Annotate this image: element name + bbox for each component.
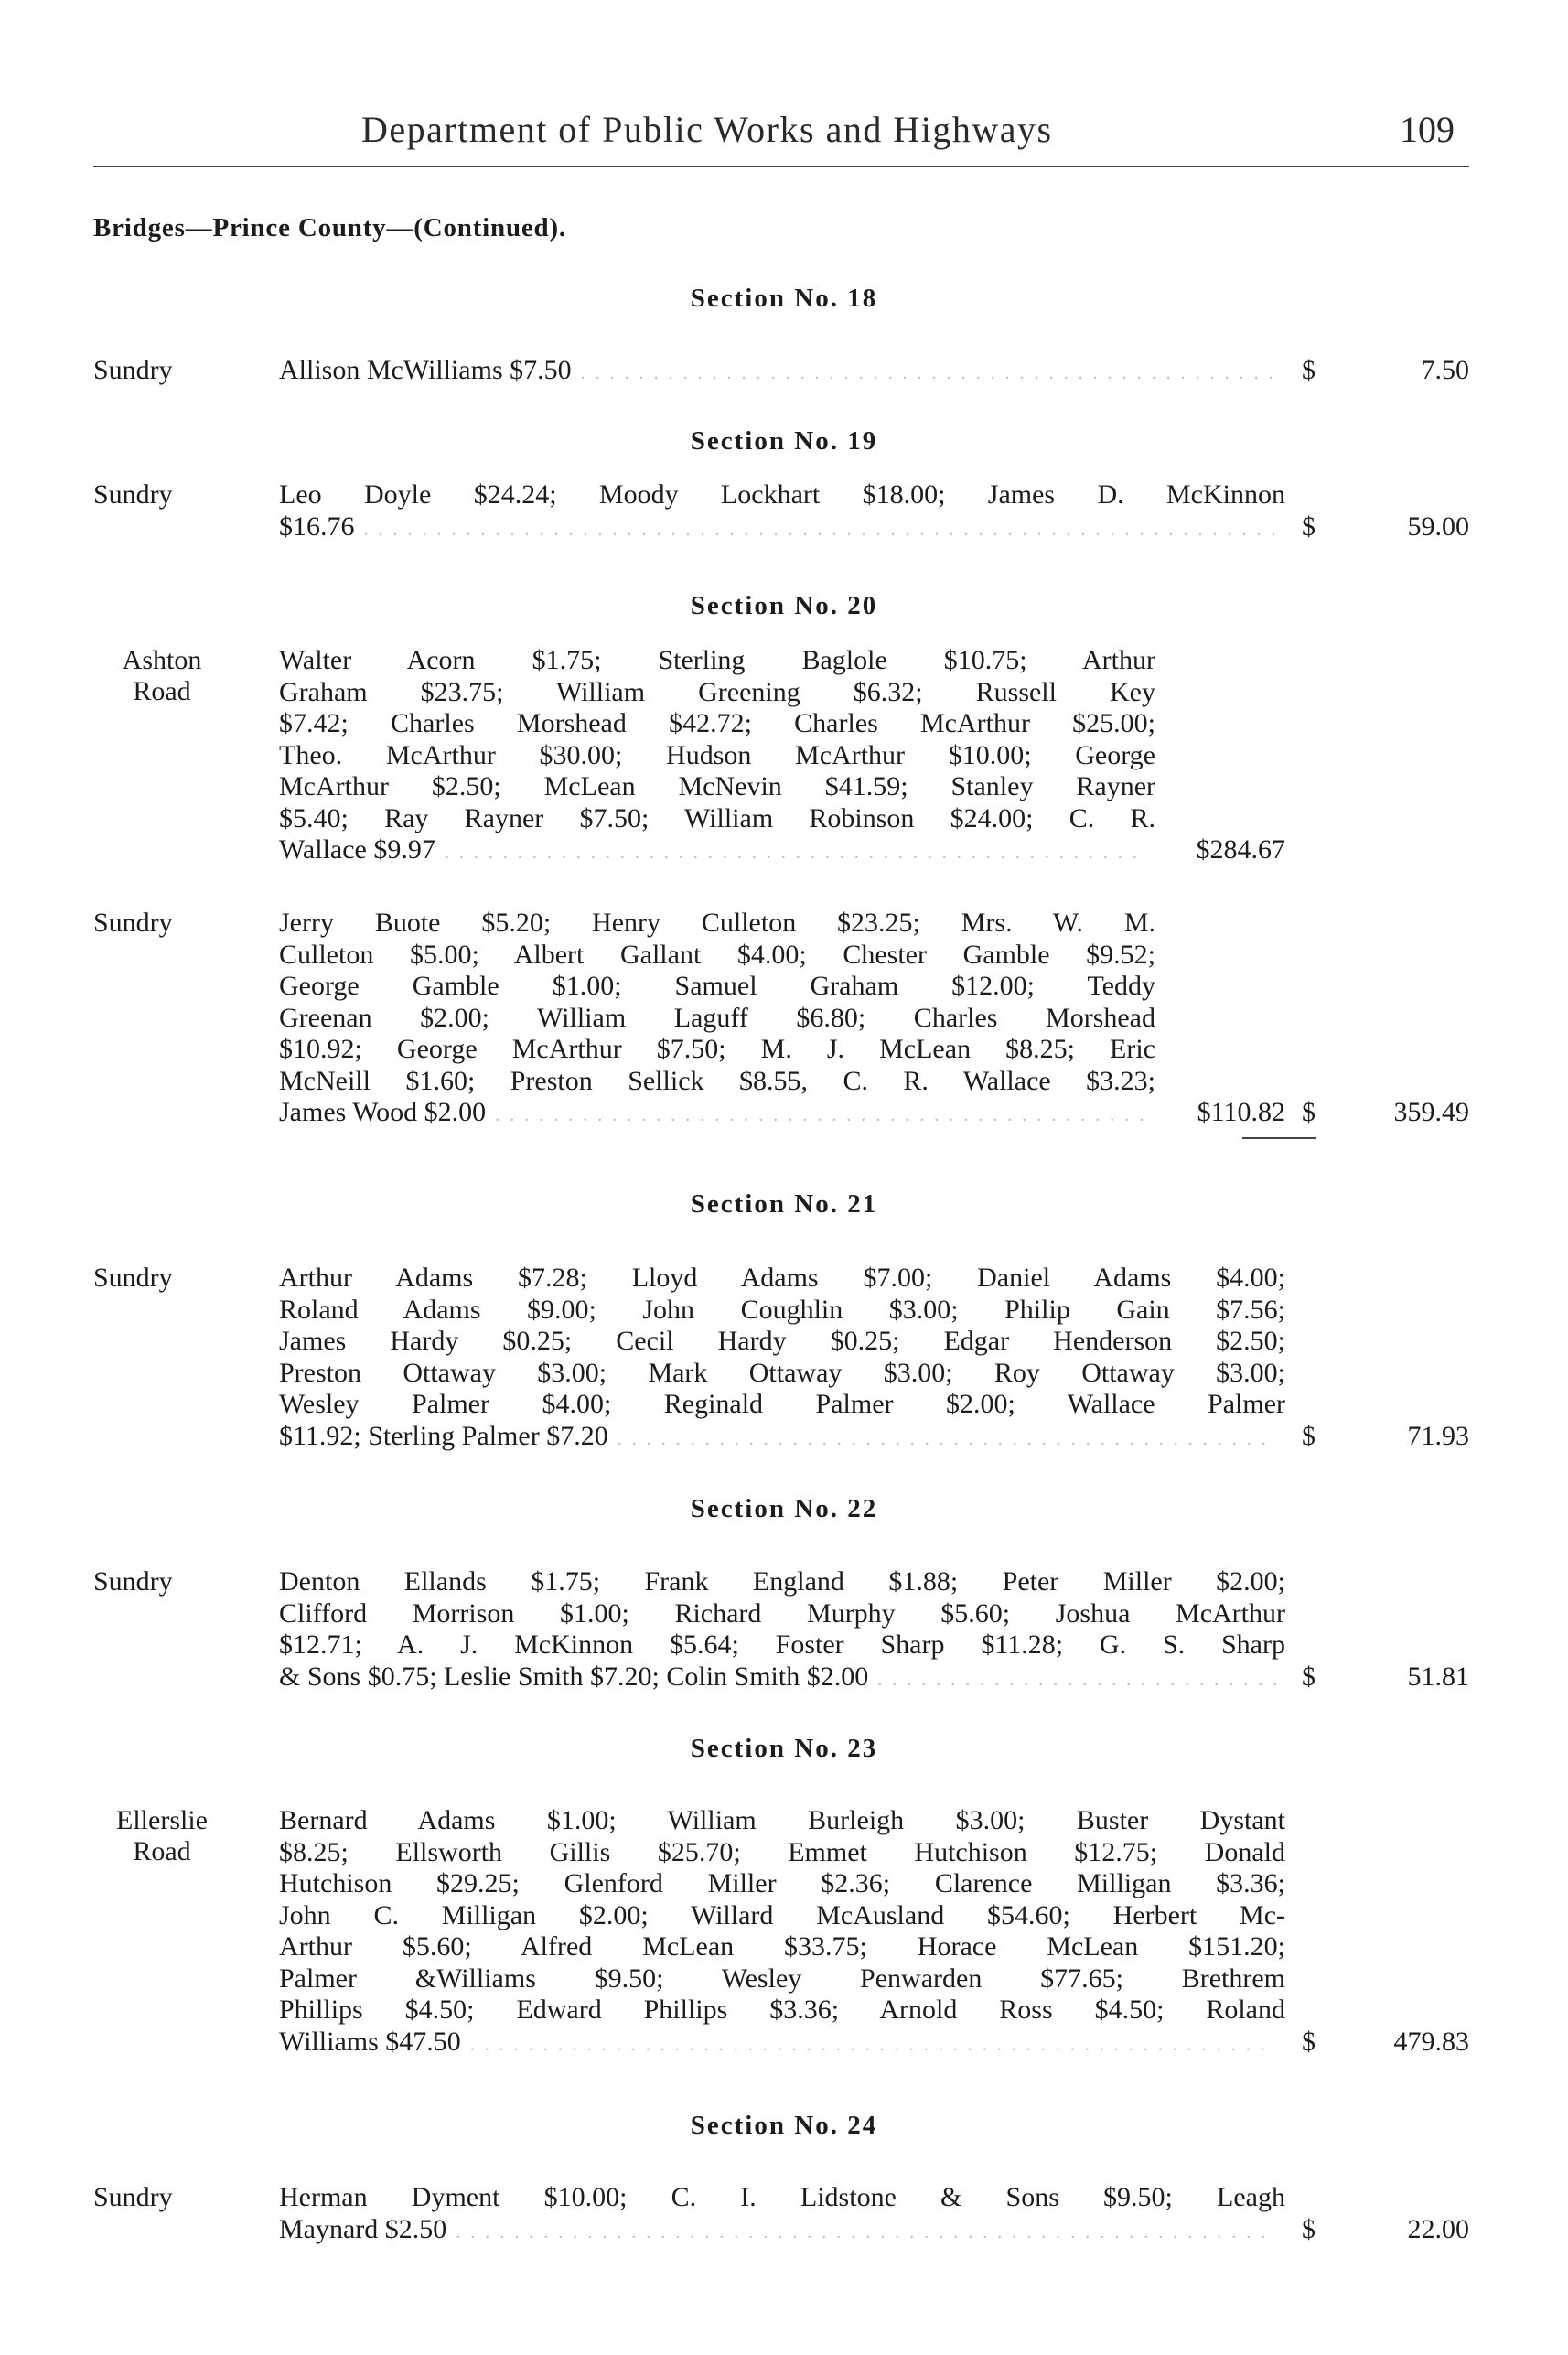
entry-line: Clifford Morrison $1.00; Richard Murphy $5.60; Joshua McArthur <box>279 1597 1285 1629</box>
entry-line: George Gamble $1.00; Samuel Graham $12.00; Teddy <box>279 971 1155 1001</box>
entry-line: Palmer &Williams $9.50; Wesley Penwarden $77.65; Brethrem <box>279 1962 1285 1994</box>
entry-body <box>279 1263 1285 1455</box>
entry-line: Roland Adams $9.00; John Coughlin $3.00; Philip Gain $7.56; <box>279 1294 1285 1325</box>
entry-last-line <box>279 2214 1285 2249</box>
entry-last-line <box>279 834 1155 869</box>
entry-line: James Hardy $0.25; Cecil Hardy $0.25; Edgar Henderson $2.50; <box>279 1326 1285 1356</box>
entry-location: Sundry <box>93 2182 173 2212</box>
section-title: Section No. 23 <box>690 1734 878 1763</box>
entry-line: Herman Dyment $10.00; C. I. Lidstone & Sons $9.50; Leagh <box>279 2182 1285 2212</box>
entry-last-line <box>279 2027 1285 2061</box>
entry-subtotal: $110.82 <box>1197 1097 1285 1127</box>
entry-line: $7.42; Charles Morshead $42.72; Charles McArthur $25.00; <box>279 708 1155 738</box>
entry-location: Ashton Road <box>122 645 202 706</box>
entry-line: Walter Acorn $1.75; Sterling Baglole $10.75; Arthur <box>279 645 1155 675</box>
leader-dots <box>581 358 1276 390</box>
section-title: Section No. 24 <box>690 2111 878 2140</box>
entry-line: Theo. McArthur $30.00; Hudson McArthur $10.00; George <box>279 739 1155 770</box>
entry-line: $5.40; Ray Rayner $7.50; William Robinson $24.00; C. R. <box>279 802 1155 833</box>
entry-line: $10.92; George McArthur $7.50; M. J. McLean $8.25; Eric <box>279 1034 1155 1064</box>
entry-line: Arthur Adams $7.28; Lloyd Adams $7.00; Daniel Adams $4.00; <box>279 1263 1285 1293</box>
page-number: 109 <box>1400 109 1455 150</box>
entry-body <box>279 908 1155 1132</box>
entry-last-text: Williams $47.50 <box>279 2026 461 2057</box>
subheading: Bridges—Prince County—(Continued). <box>93 213 566 242</box>
entry-line: Arthur $5.60; Alfred McLean $33.75; Horace McLean $151.20; <box>279 1931 1285 1962</box>
entry-amount: 22.00 <box>1407 2213 1469 2244</box>
entry-line: Denton Ellands $1.75; Frank England $1.88; Peter Miller $2.00; <box>279 1566 1285 1597</box>
entry-line: Culleton $5.00; Albert Gallant $4.00; Chester Gamble $9.52; <box>279 939 1155 970</box>
dollar-sign: $ <box>1302 2213 1316 2244</box>
entry-amount: 59.00 <box>1407 511 1469 542</box>
entry-amount: 51.81 <box>1407 1661 1469 1692</box>
entry-last-line <box>279 1661 1285 1696</box>
entry-amount: 7.50 <box>1421 355 1469 385</box>
section-title: Section No. 21 <box>690 1189 878 1219</box>
entry-location: Sundry <box>93 355 173 385</box>
dollar-sign: $ <box>1302 1661 1316 1692</box>
entry-line: Bernard Adams $1.00; William Burleigh $3.00; Buster Dystant <box>279 1805 1285 1835</box>
section-title: Section No. 20 <box>690 591 878 620</box>
entry-location: Sundry <box>93 1566 173 1597</box>
leader-dots <box>877 1664 1276 1696</box>
dollar-sign: $ <box>1302 355 1316 385</box>
entry-last-text: $11.92; Sterling Palmer $7.20 <box>279 1420 608 1451</box>
leader-dots <box>456 2217 1276 2249</box>
section-title: Section No. 18 <box>690 284 878 313</box>
dollar-sign: $ <box>1302 2026 1316 2057</box>
entry-line: Preston Ottaway $3.00; Mark Ottaway $3.00; Roy Ottaway $3.00; <box>279 1357 1285 1388</box>
entry-subtotal: $284.67 <box>1196 834 1285 865</box>
entry-line: $12.71; A. J. McKinnon $5.64; Foster Sharp $11.28; G. S. Sharp <box>279 1629 1285 1660</box>
entry-amount: 71.93 <box>1407 1420 1469 1451</box>
entry-line: Jerry Buote $5.20; Henry Culleton $23.25; Mrs. W. M. <box>279 908 1155 938</box>
entry-line: Graham $23.75; William Greening $6.32; Russell Key <box>279 676 1155 707</box>
entry-line: Leo Doyle $24.24; Moody Lockhart $18.00; James D. McKinnon <box>279 479 1285 510</box>
entry-last-text: Maynard $2.50 <box>279 2213 447 2244</box>
dollar-sign: $ <box>1302 1097 1316 1127</box>
section-title: Section No. 19 <box>690 426 878 456</box>
entry-last-text: James Wood $2.00 <box>279 1097 487 1127</box>
entry-body <box>279 645 1155 869</box>
entry-location: Ellerslie Road <box>116 1805 208 1866</box>
entry-last-line <box>279 1421 1285 1456</box>
leader-dots <box>445 837 1146 869</box>
entry-line: Hutchison $29.25; Glenford Miller $2.36; Clarence Milligan $3.36; <box>279 1868 1285 1898</box>
entry-line: McArthur $2.50; McLean McNevin $41.59; Stanley Rayner <box>279 771 1155 801</box>
entry-line: McNeill $1.60; Preston Sellick $8.55, C. R. Wallace $3.23; <box>279 1065 1155 1096</box>
entry-location: Sundry <box>93 908 173 938</box>
dollar-sign: $ <box>1302 1420 1316 1451</box>
entry-last-line <box>279 511 1285 546</box>
entry-last-text: Wallace $9.97 <box>279 834 435 865</box>
entry-line: John C. Milligan $2.00; Willard McAusland $54.60; Herbert Mc- <box>279 1899 1285 1930</box>
entry-line: Wesley Palmer $4.00; Reginald Palmer $2.00; Wallace Palmer <box>279 1389 1285 1419</box>
running-header-title: Department of Public Works and Highways <box>361 109 1053 150</box>
entry-body <box>279 479 1285 545</box>
entry-location: Sundry <box>93 479 173 510</box>
entry-body <box>279 1805 1285 2060</box>
entry-line: $8.25; Ellsworth Gillis $25.70; Emmet Hutchison $12.75; Donald <box>279 1836 1285 1867</box>
leader-dots <box>470 2029 1276 2061</box>
entry-body <box>279 1566 1285 1695</box>
entry-location: Sundry <box>93 1263 173 1293</box>
entry-last-text: & Sons $0.75; Leslie Smith $7.20; Colin Smith $2.00 <box>279 1661 869 1692</box>
entry-body <box>279 2182 1285 2248</box>
entry-last-text: $16.76 <box>279 511 355 542</box>
header-rule <box>93 166 1469 167</box>
entry-last-line <box>279 1097 1155 1132</box>
leader-dots <box>364 514 1277 546</box>
dollar-sign: $ <box>1302 511 1316 542</box>
entry-amount: 359.49 <box>1393 1097 1469 1127</box>
entry-body <box>279 355 1285 390</box>
entry-last-text: Allison McWilliams $7.50 <box>279 355 572 385</box>
entry-last-line <box>279 355 1285 390</box>
section-title: Section No. 22 <box>690 1494 878 1523</box>
entry-amount: 479.83 <box>1393 2026 1469 2057</box>
entry-line: Greenan $2.00; William Laguff $6.80; Charles Morshead <box>279 1002 1155 1033</box>
leader-dots <box>495 1100 1146 1132</box>
leader-dots <box>618 1424 1276 1456</box>
entry-line: Phillips $4.50; Edward Phillips $3.36; Arnold Ross $4.50; Roland <box>279 1995 1285 2025</box>
subtotal-rule <box>1242 1137 1316 1139</box>
